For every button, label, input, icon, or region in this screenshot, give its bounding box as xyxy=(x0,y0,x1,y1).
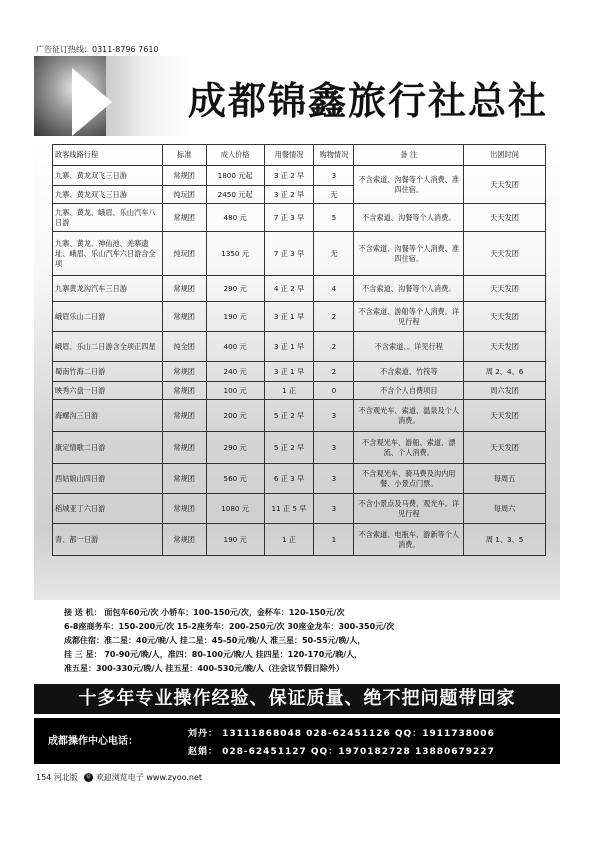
cell-meals: 3 正 1 早 xyxy=(264,302,314,332)
contact-label: 成都操作中心电话： xyxy=(48,736,138,747)
header-departure: 出团时间 xyxy=(464,145,546,166)
table-row xyxy=(53,382,546,400)
table-row xyxy=(53,524,546,556)
cell-route: 九寨黄龙沟汽车三日游 xyxy=(53,276,163,302)
page-number: 154 河北版 xyxy=(36,773,78,782)
header-route: 政客线路行程 xyxy=(53,145,163,166)
cell-standard: 常规团 xyxy=(162,302,206,332)
cell-standard: 常规团 xyxy=(162,276,206,302)
cell-departure: 天天发团 xyxy=(464,204,546,232)
cell-route: 稻城亚丁六日游 xyxy=(53,494,163,524)
cell-departure: 天天发团 xyxy=(464,332,546,362)
cell-notes: 不含索道、竹筏等 xyxy=(354,362,464,382)
cell-route: 康定情歌二日游 xyxy=(53,432,163,464)
cell-meals: 7 正 3 早 xyxy=(264,204,314,232)
cell-standard: 常规团 xyxy=(162,382,206,400)
table-row xyxy=(53,362,546,382)
cell-notes: 不含索道、沟餐等个人消费、准四住宿。 xyxy=(354,232,464,276)
cell-meals: 3 正 1 早 xyxy=(264,362,314,382)
cell-meals: 7 正 3 早 xyxy=(264,232,314,276)
cell-route: 峨眉、乐山二日游含全项正四星 xyxy=(53,332,163,362)
cell-meals: 3 正 2 早 xyxy=(264,166,314,186)
cell-shopping: 无 xyxy=(314,232,354,276)
tour-table-area xyxy=(34,140,560,600)
cell-notes: 不含索道、沟餐等个人消费。 xyxy=(354,276,464,302)
cell-route: 青、都一日游 xyxy=(53,524,163,556)
site-url: 欢迎浏览电子 www.zyoo.net xyxy=(95,773,203,782)
cell-route: 峨眉乐山二日游 xyxy=(53,302,163,332)
cell-price: 2450 元起 xyxy=(206,186,264,204)
cell-shopping: 3 xyxy=(314,432,354,464)
banner-arrow-shape xyxy=(72,68,112,136)
cell-shopping: 0 xyxy=(314,382,354,400)
cell-price: 1800 元起 xyxy=(206,166,264,186)
cell-notes: 不含索道、电瓶车、游新等个人消费。 xyxy=(354,524,464,556)
cell-meals: 6 正 3 早 xyxy=(264,464,314,494)
cell-price: 190 元 xyxy=(206,524,264,556)
header-standard: 标准 xyxy=(162,145,206,166)
cell-notes: 不含小景点及马费、观光车。详见行程 xyxy=(354,494,464,524)
cell-route: 九寨、黄龙双飞三日游 xyxy=(53,166,163,186)
cell-route: 九寨、黄龙、神仙池、羌寨遗址、峨眉、乐山汽车六日游含全项 xyxy=(53,232,163,276)
cell-notes: 不含索道、。详见行程 xyxy=(354,332,464,362)
cell-price: 200 元 xyxy=(206,400,264,432)
info-line-lodging-3: 准五星：300-330元/晚/人 挂五星：400-530元/晚/人（注会议节假日除外） xyxy=(64,664,344,673)
table-row xyxy=(53,400,546,432)
cell-price: 1350 元 xyxy=(206,232,264,276)
info-line-transfer: 接 送 机： 面包车60元/次 小轿车：100-150元/次，金杯车：120-150元/次 xyxy=(64,608,345,617)
banner xyxy=(34,56,560,136)
header-price: 成人价格 xyxy=(206,145,264,166)
tour-table xyxy=(52,144,546,556)
cell-departure: 天天发团 xyxy=(464,232,546,276)
cell-shopping: 2 xyxy=(314,302,354,332)
cell-price: 1080 元 xyxy=(206,494,264,524)
cell-meals: 5 正 2 早 xyxy=(264,432,314,464)
table-row xyxy=(53,464,546,494)
cell-price: 290 元 xyxy=(206,432,264,464)
contact-line-2: 赵娟： 028-62451127 QQ：1970182728 13880679227 xyxy=(188,747,495,757)
cell-route: 九寨、黄龙、峨眉、乐山汽车八日游 xyxy=(53,204,163,232)
cell-departure: 天天发团 xyxy=(464,302,546,332)
cell-notes: 不含个人自费项目 xyxy=(354,382,464,400)
cell-shopping: 2 xyxy=(314,332,354,362)
cell-standard: 常规团 xyxy=(162,432,206,464)
cell-departure: 每周六 xyxy=(464,494,546,524)
cell-standard: 纯全团 xyxy=(162,332,206,362)
cell-departure: 天天发团 xyxy=(464,166,546,204)
cell-shopping: 无 xyxy=(314,186,354,204)
cell-notes: 不含观光车、游船、索道、漂流、个人消费。 xyxy=(354,432,464,464)
cell-standard: 常规团 xyxy=(162,166,206,186)
cell-departure: 天天发团 xyxy=(464,276,546,302)
table-row xyxy=(53,204,546,232)
cell-standard: 常规团 xyxy=(162,400,206,432)
contact-line-1: 刘丹： 13111868048 028-62451126 QQ：1911738006 xyxy=(188,729,495,739)
table-row xyxy=(53,232,546,276)
cell-notes: 不含观光车、索道、温泉及个人消费。 xyxy=(354,400,464,432)
cell-route: 映秀六盘一日游 xyxy=(53,382,163,400)
cell-standard: 纯玩团 xyxy=(162,186,206,204)
info-line-vehicles: 6-8座商务车：150-200元/次 15-2座务车：200-250元/次 30座金龙车：300-350元/次 xyxy=(64,622,395,631)
contact-bar xyxy=(34,718,560,764)
cell-price: 480 元 xyxy=(206,204,264,232)
header-notes: 备 注 xyxy=(354,145,464,166)
table-row xyxy=(53,494,546,524)
header-meals: 用餐情况 xyxy=(264,145,314,166)
table-row xyxy=(53,166,546,186)
cell-shopping: 3 xyxy=(314,400,354,432)
cell-shopping: 1 xyxy=(314,524,354,556)
header-shopping: 购物情况 xyxy=(314,145,354,166)
cell-departure: 天天发团 xyxy=(464,432,546,464)
table-row xyxy=(53,302,546,332)
cell-notes: 不含索道、沟餐等个人消费。 xyxy=(354,204,464,232)
cell-shopping: 3 xyxy=(314,464,354,494)
footer xyxy=(36,772,202,783)
cell-price: 100 元 xyxy=(206,382,264,400)
cell-route: 西姑娘山四日游 xyxy=(53,464,163,494)
info-line-lodging: 成都住宿：准二星：40元/晚/人 挂二星：45-50元/晚/人 准三星：50-55元/晚/人， xyxy=(64,636,366,645)
cell-meals: 3 正 1 早 xyxy=(264,332,314,362)
cell-standard: 常规团 xyxy=(162,464,206,494)
cell-departure: 每周五 xyxy=(464,464,546,494)
cell-notes: 不含索道、沟餐等个人消费、准四住宿。 xyxy=(354,166,464,204)
cell-route: 九寨、黄龙双飞三日游 xyxy=(53,186,163,204)
cell-price: 400 元 xyxy=(206,332,264,362)
cell-route: 海螺沟三日游 xyxy=(53,400,163,432)
cell-meals: 4 正 2 早 xyxy=(264,276,314,302)
info-line-lodging-2: 挂 三 星： 70-90元/晚/人，准四：80-100元/晚/人 挂四星：120-170元/晚/人， xyxy=(64,650,363,659)
banner-title: 成都锦鑫旅行社总社 xyxy=(187,79,548,123)
cell-standard: 常规团 xyxy=(162,362,206,382)
cell-meals: 5 正 2 早 xyxy=(264,400,314,432)
cell-notes: 不含观光车、骑马费及沟内用餐、小景点门票。 xyxy=(354,464,464,494)
cell-route: 蜀南竹海二日游 xyxy=(53,362,163,382)
cell-notes: 不含索道、游船等个人消费。详见行程 xyxy=(354,302,464,332)
cell-price: 240 元 xyxy=(206,362,264,382)
service-info xyxy=(64,606,564,676)
cell-departure: 天天发团 xyxy=(464,400,546,432)
slogan: 十多年专业操作经验、保证质量、绝不把问题带回家 xyxy=(34,684,560,714)
cell-shopping: 3 xyxy=(314,166,354,186)
site-logo-icon: 易 xyxy=(85,774,91,780)
table-row xyxy=(53,432,546,464)
cell-departure: 周 2、4、6 xyxy=(464,362,546,382)
cell-shopping: 4 xyxy=(314,276,354,302)
cell-shopping: 5 xyxy=(314,204,354,232)
cell-departure: 周六发团 xyxy=(464,382,546,400)
cell-standard: 常规团 xyxy=(162,204,206,232)
cell-standard: 常规团 xyxy=(162,524,206,556)
cell-shopping: 2 xyxy=(314,362,354,382)
cell-departure: 周 1、3、5 xyxy=(464,524,546,556)
cell-price: 290 元 xyxy=(206,276,264,302)
cell-price: 560 元 xyxy=(206,464,264,494)
table-row xyxy=(53,276,546,302)
table-header-row xyxy=(53,145,546,166)
cell-standard: 纯玩团 xyxy=(162,232,206,276)
cell-meals: 3 正 2 早 xyxy=(264,186,314,204)
cell-meals: 1 正 xyxy=(264,382,314,400)
ad-hotline: 广告征订热线：0311-8796 7610 xyxy=(36,45,159,54)
cell-meals: 11 正 5 早 xyxy=(264,494,314,524)
cell-price: 190 元 xyxy=(206,302,264,332)
cell-shopping: 3 xyxy=(314,494,354,524)
cell-meals: 1 正 xyxy=(264,524,314,556)
cell-standard: 常规团 xyxy=(162,494,206,524)
table-row xyxy=(53,332,546,362)
